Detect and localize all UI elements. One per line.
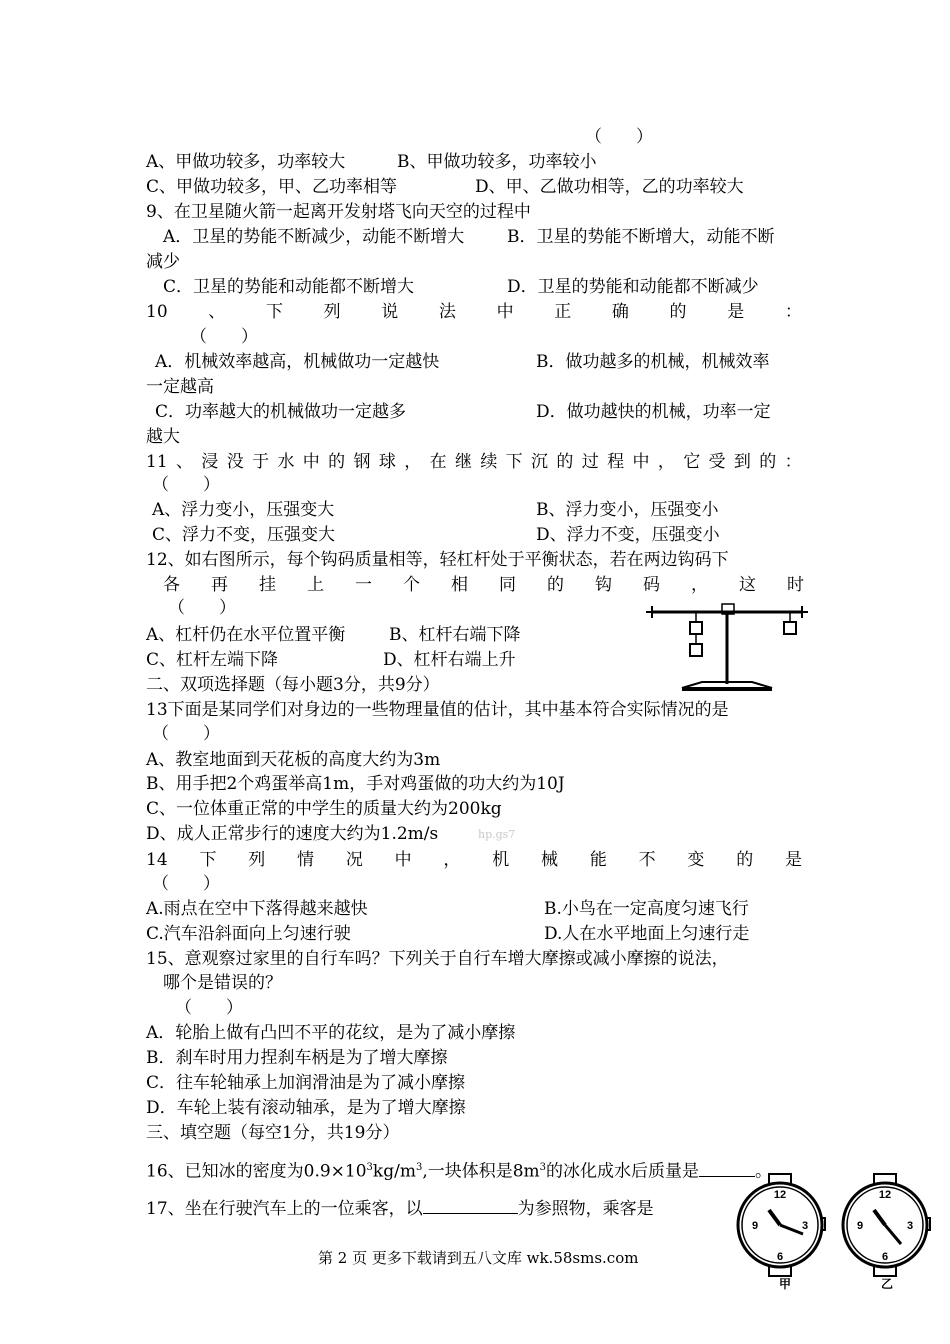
q12-option-c: C、杠杆左端下降 bbox=[146, 650, 279, 670]
q12-stem: 12、如右图所示，每个钩码质量相等，轻杠杆处于平衡状态，若在两边钩码下 bbox=[146, 550, 729, 570]
q13-stem: 13下面是某同学们对身边的一些物理量值的估计，其中基本符合实际情况的是 bbox=[146, 700, 729, 720]
svg-text:甲: 甲 bbox=[778, 1277, 792, 1290]
q11-option-a: A、浮力变小，压强变大 bbox=[152, 500, 335, 520]
q9-option-c: C．卫星的势能和动能都不断增大 bbox=[163, 277, 415, 297]
q17-answer-blank[interactable] bbox=[423, 1195, 518, 1214]
svg-text:12: 12 bbox=[878, 1189, 892, 1201]
svg-text:乙: 乙 bbox=[880, 1277, 894, 1290]
section-2-heading: 二、双项选择题（每小题3分，共9分） bbox=[146, 675, 440, 695]
left-weight-1 bbox=[690, 622, 702, 634]
q15-option-b: B．刹车时用力捏刹车柄是为了增大摩擦 bbox=[146, 1048, 448, 1068]
q9-option-a: A．卫星的势能不断减少，动能不断增大 bbox=[163, 227, 465, 247]
q10-option-a: A．机械效率越高，机械做功一定越快 bbox=[155, 352, 440, 372]
q9-stem: 9、在卫星随火箭一起离开发射塔飞向天空的过程中 bbox=[146, 202, 531, 222]
q13-option-a: A、教室地面到天花板的高度大约为3m bbox=[146, 750, 441, 770]
q17-text: 17、坐在行驶汽车上的一位乘客，以 为参照物，乘客是 bbox=[146, 1195, 654, 1220]
q15-stem-line2: 哪个是错误的？ bbox=[163, 973, 282, 993]
q12-option-b: B、杠杆右端下降 bbox=[389, 625, 521, 645]
q10-paren: （ ） bbox=[190, 327, 258, 347]
clock-left bbox=[738, 1174, 825, 1290]
q12-option-a: A、杠杆仍在水平位置平衡 bbox=[146, 625, 346, 645]
q10-option-c: C．功率越大的机械做功一定越多 bbox=[155, 402, 407, 422]
q8-paren: （ ） bbox=[585, 127, 653, 147]
q12-paren: （ ） bbox=[168, 598, 236, 618]
q8-option-b: B、甲做功较多，功率较小 bbox=[397, 152, 597, 172]
q14-option-c: C.汽车沿斜面向上匀速行驶 bbox=[146, 924, 351, 944]
svg-text:9: 9 bbox=[856, 1220, 864, 1232]
q11-option-d: D、浮力不变，压强变小 bbox=[536, 525, 720, 545]
q14-stem: 14 下 列 情 况 中 ， 机 械 能 不 变 的 是 bbox=[146, 850, 802, 870]
q10-option-b-start: B．做功越多的机械，机械效率 bbox=[536, 352, 770, 372]
faint-mark: hp.gs7 bbox=[478, 828, 516, 841]
q11-option-b: B、浮力变小，压强变小 bbox=[536, 500, 719, 520]
q9-option-d: D．卫星的势能和动能都不断减少 bbox=[507, 277, 759, 297]
q12-stem-line2: 各 再 挂 上 一 个 相 同 的 钩 码 ， 这 时 bbox=[163, 575, 804, 595]
q8-option-a: A、甲做功较多，功率较大 bbox=[146, 152, 346, 172]
q14-option-b: B.小鸟在一定高度匀速飞行 bbox=[544, 899, 749, 919]
q14-option-d: D.人在水平地面上匀速行走 bbox=[544, 924, 750, 944]
lever-figure bbox=[640, 592, 820, 698]
q10-option-b-end: 一定越高 bbox=[146, 377, 214, 397]
q9-option-b-start: B．卫星的势能不断增大，动能不断 bbox=[507, 227, 775, 247]
q13-option-b: B、用手把2个鸡蛋举高1m，手对鸡蛋做的功大约为10J bbox=[146, 774, 565, 794]
q11-stem: 11 、 浸 没 于 水 中 的 钢 球 ， 在 继 续 下 沉 的 过 程 中 ， 它 受 到 的 ： bbox=[146, 452, 802, 472]
q15-option-c: C．往车轮轴承上加润滑油是为了减小摩擦 bbox=[146, 1073, 466, 1093]
q15-option-d: D．车轮上装有滚动轴承，是为了增大摩擦 bbox=[146, 1098, 466, 1118]
svg-text:3: 3 bbox=[801, 1220, 809, 1232]
lever-base bbox=[682, 682, 772, 688]
clocks-figure bbox=[735, 1170, 945, 1290]
left-weight-2 bbox=[690, 644, 702, 656]
clock-right bbox=[843, 1174, 930, 1290]
q10-option-d-start: D．做功越快的机械，功率一定 bbox=[536, 402, 771, 422]
q15-stem: 15、意观察过家里的自行车吗？下列关于自行车增大摩擦或减小摩擦的说法， bbox=[146, 949, 729, 969]
svg-text:9: 9 bbox=[751, 1220, 759, 1232]
page-footer: 第 2 页 更多下载请到五八文库 wk.58sms.com bbox=[318, 1249, 639, 1267]
q11-option-c: C、浮力不变，压强变大 bbox=[152, 525, 336, 545]
q13-paren: （ ） bbox=[152, 724, 220, 744]
svg-text:3: 3 bbox=[906, 1220, 914, 1232]
q8-option-d: D、甲、乙做功相等，乙的功率较大 bbox=[475, 177, 744, 197]
svg-text:12: 12 bbox=[773, 1189, 787, 1201]
q13-option-d: D、成人正常步行的速度大约为1.2m/s bbox=[146, 824, 439, 844]
section-3-heading: 三、填空题（每空1分，共19分） bbox=[146, 1123, 400, 1143]
q11-paren: （ ） bbox=[152, 475, 220, 495]
q9-option-b-end: 减少 bbox=[146, 252, 180, 272]
svg-text:6: 6 bbox=[776, 1251, 784, 1263]
svg-text:6: 6 bbox=[881, 1251, 889, 1263]
q15-paren: （ ） bbox=[175, 998, 243, 1018]
q15-option-a: A．轮胎上做有凸凹不平的花纹，是为了减小摩擦 bbox=[146, 1023, 516, 1043]
q13-option-c: C、一位体重正常的中学生的质量大约为200kg bbox=[146, 799, 502, 819]
q16-text: 16、已知冰的密度为$0.9\times 10^3kg/m^3$,一块体积是$8m^3$的冰化成水后质量是 。 bbox=[146, 1157, 772, 1183]
q10-option-d-end: 越大 bbox=[146, 427, 180, 447]
q10-stem: 10 、 下 列 说 法 中 正 确 的 是 ： bbox=[146, 302, 802, 322]
q8-option-c: C、甲做功较多，甲、乙功率相等 bbox=[146, 177, 398, 197]
right-weight bbox=[784, 622, 796, 634]
q14-option-a: A.雨点在空中下落得越来越快 bbox=[146, 899, 368, 919]
q12-option-d: D、杠杆右端上升 bbox=[383, 650, 516, 670]
q14-paren: （ ） bbox=[152, 874, 220, 894]
